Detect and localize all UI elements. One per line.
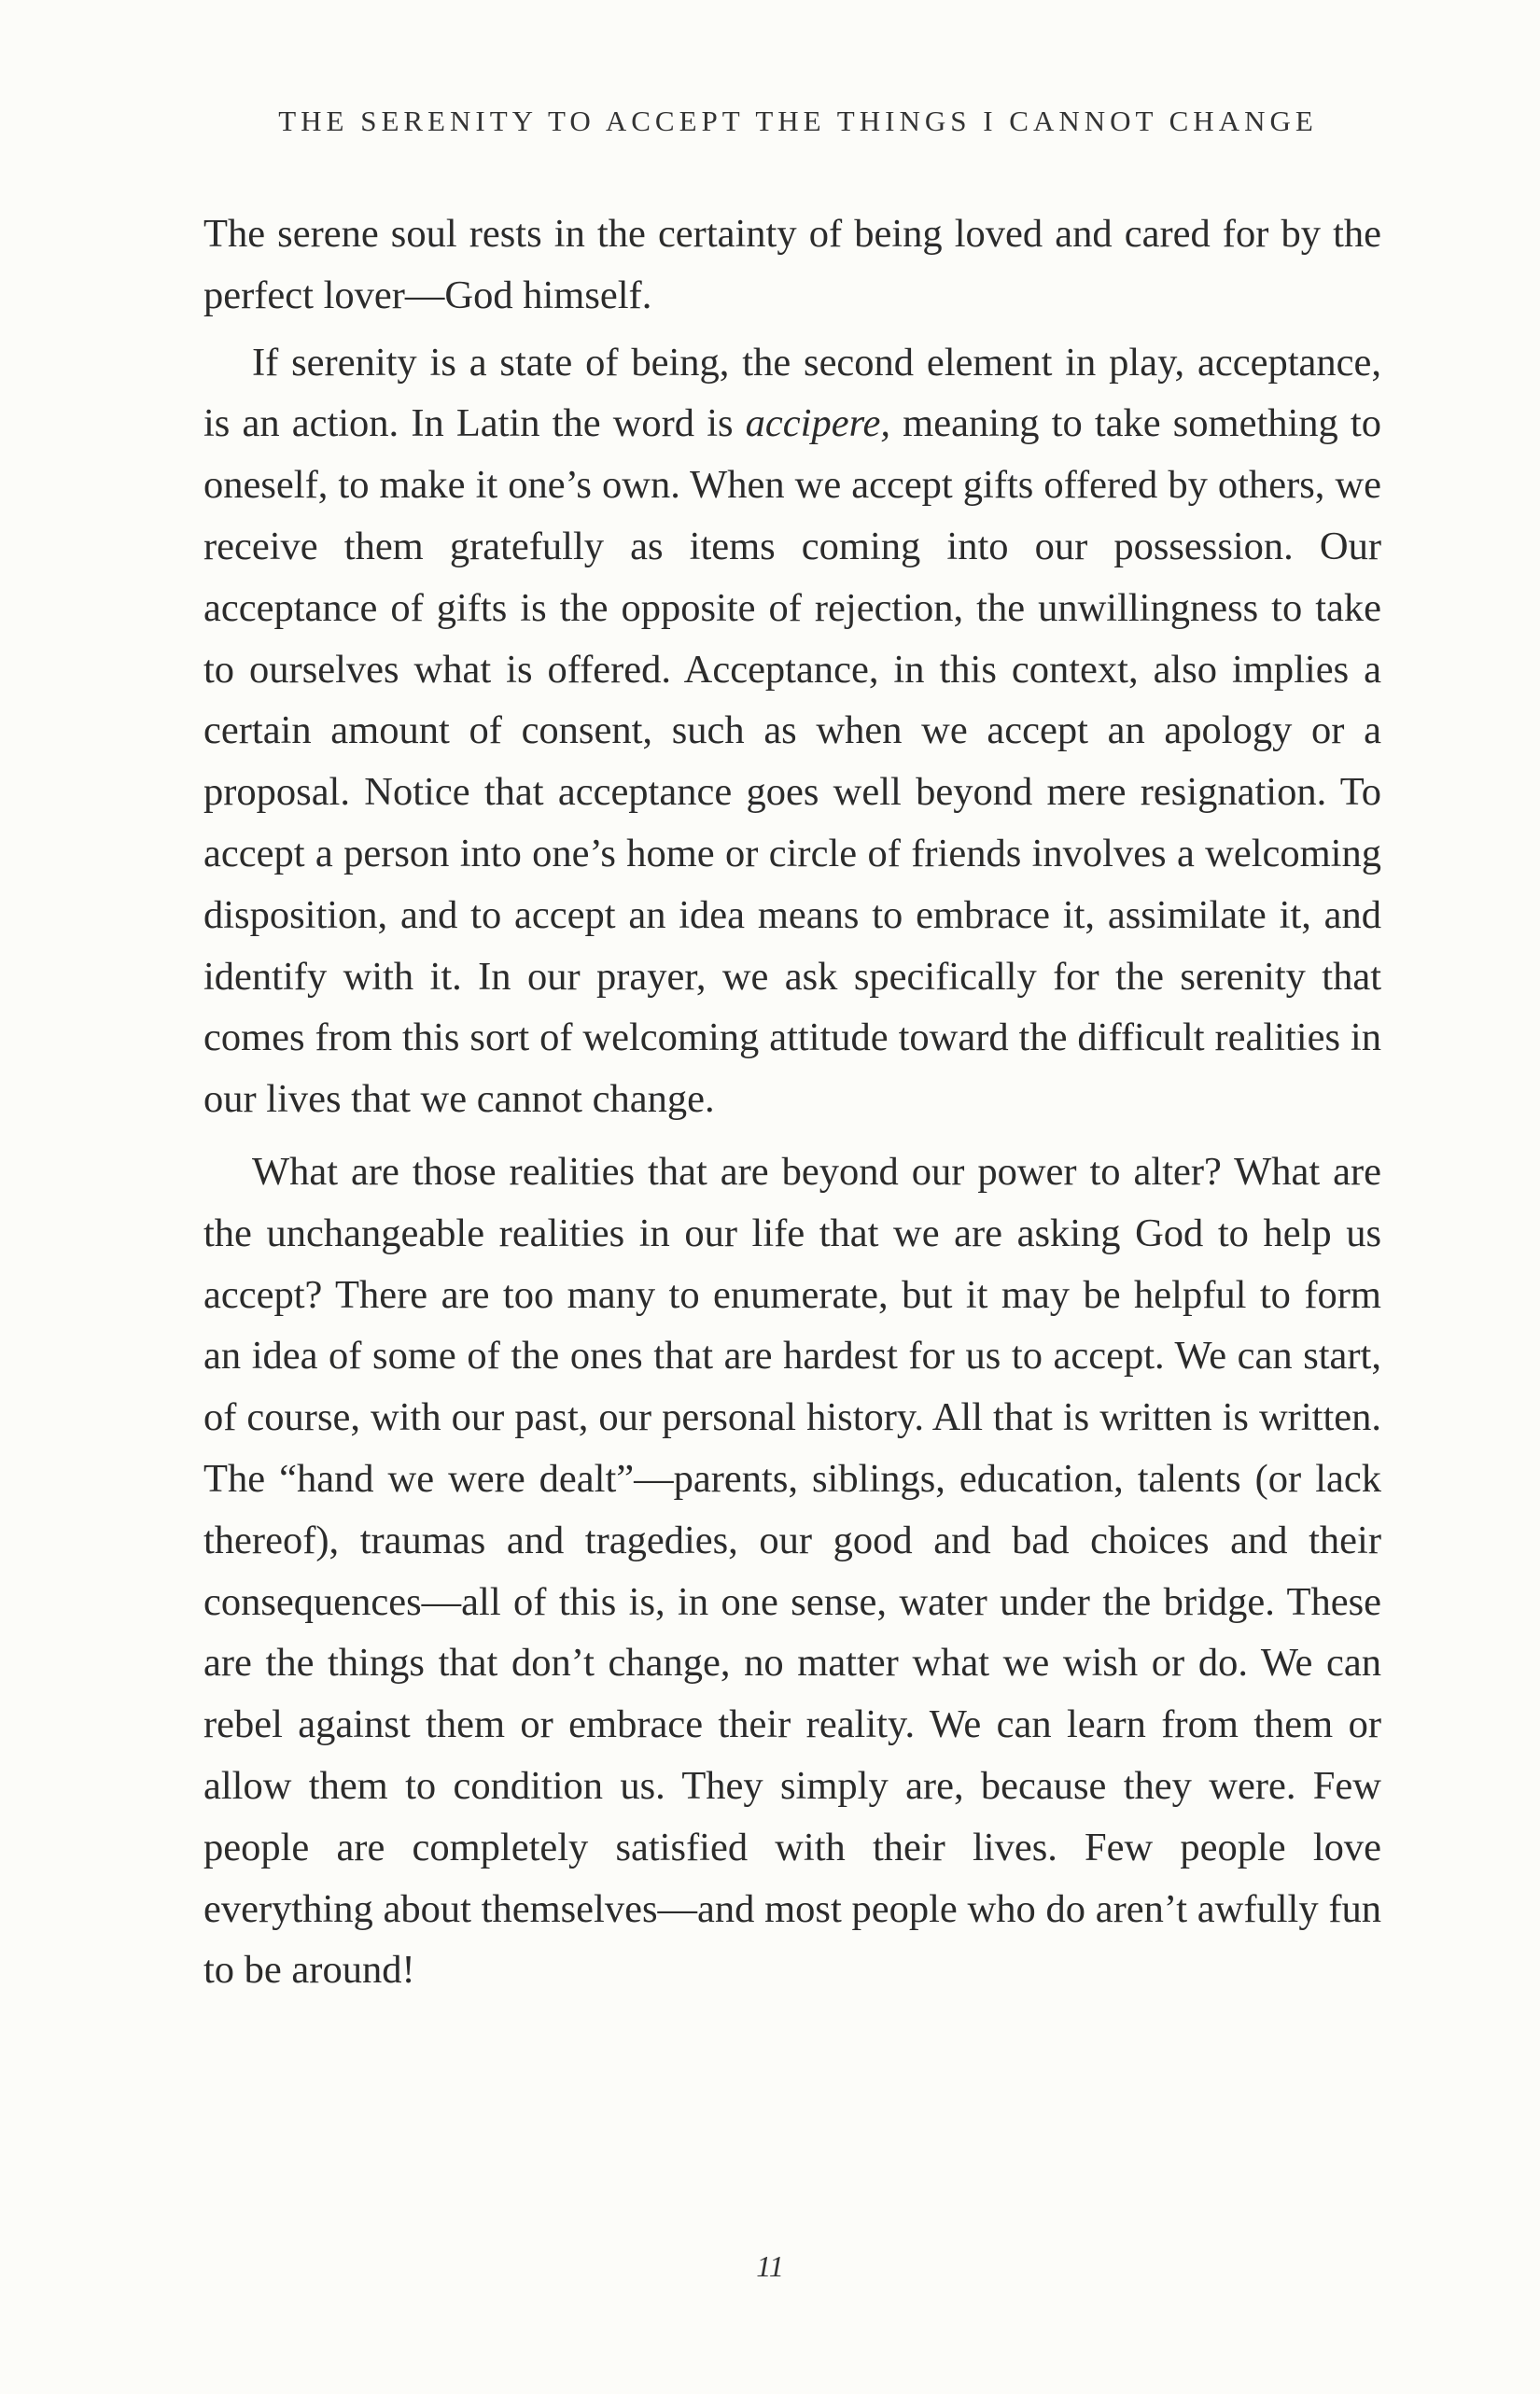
paragraph-2-rest: meaning to take something to oneself, to make it one’s own. When we accept gifts offered by others, we receive them gratefully as items coming into our possession. Our acceptance of gifts is the opposite of rejection, the unwillingness to take to ourselves what is offered. Acceptance, in this context, also implies a certain amount of consent, such as when we accept an apology or a proposal. Notice that acceptance goes well beyond mere resignation. To accept a person into one’s home or circle of friends involves a welcoming disposition, and to accept an idea means to embrace it, assimilate it, and identify with it. In our prayer, we ask specifically for the serenity that comes from this sort of welcoming attitude toward the difficult realities in our lives that we cannot change. xyxy=(203,401,1381,1122)
page-number: 11 xyxy=(756,2249,784,2283)
body-text xyxy=(203,203,1381,2001)
running-head: THE SERENITY TO ACCEPT THE THINGS I CANNOT CHANGE xyxy=(278,105,1318,137)
paragraph-2-start: If serenity is a state of being, the second element in play, acceptance, is an action. In Latin the word is xyxy=(203,340,1381,446)
latin-word: accipere, xyxy=(745,401,891,446)
paragraph-3: What are those realities that are beyond our power to alter? What are the unchangeable realities in our life that we are asking God to help us accept? There are too many to enumerate, but it may be helpful to form an idea of some of the ones that are hardest for us to accept. We can start, of course, with our past, our personal history. All that is written is written. The “hand we were dealt”—parents, siblings, education, talents (or lack thereof), traumas and tragedies, our good and bad choices and their consequences—all of this is, in one sense, water under the bridge. These are the things that don’t change, no matter what we wish or do. We can rebel against them or embrace their reality. We can learn from them or allow them to condition us. They simply are, because they were. Few people are completely satisfied with their lives. Few people love everything about themselves—and most people who do aren’t awfully fun to be around! xyxy=(203,1149,1381,1993)
paragraph-2 xyxy=(203,332,1381,1130)
paragraph-1: The serene soul rests in the certainty of being loved and cared for by the perfect lover—God himself. xyxy=(203,212,1381,317)
